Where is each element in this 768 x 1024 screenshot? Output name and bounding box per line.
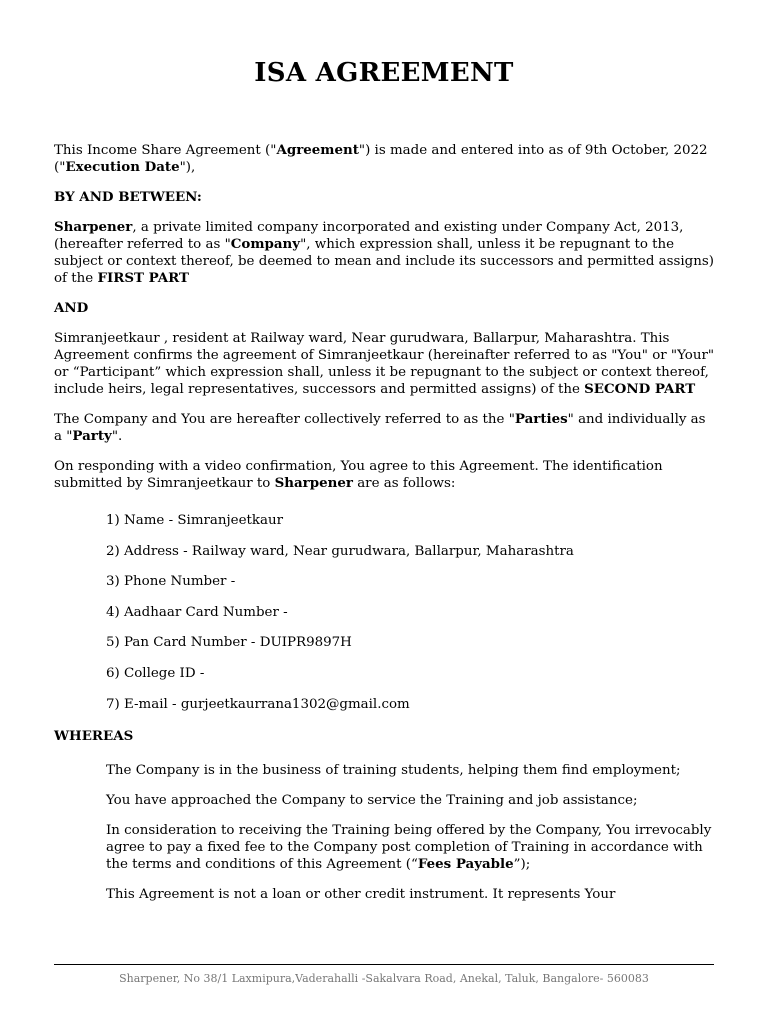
- confirmation-text-1: On responding with a video confirmation, You agree to this Agreement. The identification submitted by Simranjeetkaur to: [54, 459, 663, 491]
- and-heading: AND: [54, 300, 89, 316]
- whereas-clause: This Agreement is not a loan or other credit instrument. It represents Your: [106, 886, 616, 902]
- list-item: 2) Address - Railway ward, Near gurudwara, Ballarpur, Maharashtra: [106, 543, 574, 559]
- footer-divider: [54, 964, 714, 965]
- second-party-text: Simranjeetkaur , resident at Railway ward, Near gurudwara, Ballarpur, Maharashtra. This Agreement confirms the agreement of Simranjeetkaur (hereinafter referred to as "You" or "Your" or “Participant” which expression shall, unless it be repugnant to the subject or context thereof, include heirs, legal representatives, successors and permitted assigns) of the: [54, 331, 715, 397]
- list-item: 4) Aadhaar Card Number -: [106, 604, 288, 620]
- first-party-text-2: ", which expression shall, unless it be repugnant to the subject or context thereof, be deemed to mean and include its successors and permitted assigns) of the: [54, 237, 714, 286]
- confirmation-paragraph: [54, 458, 714, 492]
- list-item: 6) College ID -: [106, 665, 205, 681]
- page-footer: Sharpener, No 38/1 Laxmipura,Vaderahalli -Sakalvara Road, Anekal, Taluk, Bangalore- 560083: [119, 972, 649, 985]
- term-fees-payable: Fees Payable: [417, 855, 514, 872]
- whereas-clause: The Company is in the business of training students, helping them find employment;: [106, 762, 681, 778]
- term-second-part: SECOND PART: [584, 381, 696, 397]
- intro-paragraph: [54, 142, 714, 176]
- term-party: Party: [72, 428, 112, 444]
- intro-text-2: ") is made and entered into as of 9th October, 2022 (": [54, 143, 708, 175]
- list-item: 3) Phone Number -: [106, 574, 236, 590]
- page-title: ISA AGREEMENT: [254, 58, 514, 88]
- term-parties: Parties: [514, 411, 568, 427]
- term-first-part: FIRST PART: [97, 270, 190, 286]
- intro-term-execution-date: Execution Date: [65, 159, 180, 175]
- agreement-body: [54, 142, 714, 916]
- whereas-heading: WHEREAS: [54, 727, 134, 744]
- identification-list: [54, 512, 714, 713]
- intro-term-agreement: Agreement: [276, 142, 359, 158]
- confirmation-text-2: are as follows:: [352, 476, 456, 491]
- parties-text-3: ".: [111, 429, 123, 444]
- intro-text-1: This Income Share Agreement (": [54, 143, 277, 158]
- list-item: 1) Name - Simranjeetkaur: [106, 513, 284, 528]
- whereas-clause-text-1: In consideration to receiving the Training being offered by the Company, You irrevocably agree to pay a fixed fee to the Company post completion of Training in accordance with the terms and conditions of this Agreement (“: [106, 822, 712, 872]
- company-name: Sharpener: [54, 219, 133, 235]
- first-party-paragraph: [54, 219, 714, 287]
- intro-text-3: "),: [179, 160, 196, 175]
- parties-paragraph: [54, 411, 714, 445]
- second-party-paragraph: [54, 330, 714, 398]
- whereas-clause-text-2: ”);: [513, 856, 531, 872]
- parties-text-2: " and individually as a ": [54, 412, 706, 444]
- first-party-text-1: , a private limited company incorporated and existing under Company Act, 2013, (hereafter referred to as ": [54, 220, 684, 252]
- confirmation-company-name: Sharpener: [274, 475, 353, 491]
- list-item: 5) Pan Card Number - DUIPR9897H: [106, 635, 352, 651]
- whereas-clause: You have approached the Company to service the Training and job assistance;: [106, 792, 638, 808]
- whereas-clause: [106, 822, 714, 873]
- parties-text-1: The Company and You are hereafter collectively referred to as the ": [54, 412, 515, 427]
- by-and-between-heading: BY AND BETWEEN:: [54, 189, 202, 205]
- list-item: 7) E-mail - gurjeetkaurrana1302@gmail.com: [106, 696, 410, 712]
- whereas-clauses: [54, 762, 714, 903]
- term-company: Company: [230, 236, 301, 252]
